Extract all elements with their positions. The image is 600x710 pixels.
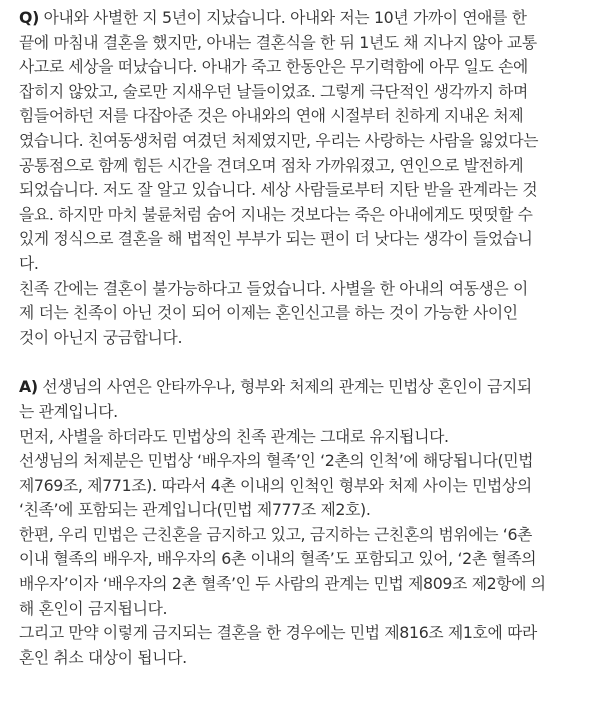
answer-section [19, 375, 588, 670]
question-line-3: 사고로 세상을 떠났습니다. 아내가 죽고 한동안은 무기력함에 아무 일도 손에 [19, 57, 528, 77]
question-line-12: 친족 간에는 결혼이 불가능하다고 들었습니다. 사별을 한 아내의 여동생은 이 [19, 278, 528, 298]
answer-line-7: 한편, 우리 민법은 근친혼을 금지하고 있고, 금지하는 근친혼의 범위에는 ‘6촌 [19, 524, 533, 544]
question-line-14: 것이 아닌지 궁금합니다. [19, 327, 183, 347]
question-line-5: 힘들어하던 저를 다잡아준 것은 아내와의 연애 시절부터 친하게 지내온 처제 [19, 106, 524, 126]
answer-line-9: 배우자’이자 ‘배우자의 2촌 혈족’인 두 사람의 관계는 민법 제809조 제2항에 의 [19, 574, 546, 594]
answer-line-8: 이내 혈족의 배우자, 배우자의 6촌 이내의 혈족’도 포함되고 있어, ‘2촌 혈족의 [19, 549, 537, 569]
question-line-9: 을요. 하지만 마치 불륜처럼 숨어 지내는 것보다는 죽은 아내에게도 떳떳할 수 [19, 204, 533, 224]
answer-line-5: 제769조, 제771조). 따라서 4촌 이내의 인척인 형부와 처제 사이는 민법상의 [19, 475, 532, 495]
question-line-1: Q) 아내와 사별한 지 5년이 지났습니다. 아내와 저는 10년 가까이 연애를 한 [19, 8, 527, 27]
question-line-2: 끝에 마침내 결혼을 했지만, 아내는 결혼식을 한 뒤 1년도 채 지나지 않아 교통 [19, 32, 537, 52]
answer-line-2: 는 관계입니다. [19, 401, 118, 421]
question-section [19, 6, 588, 350]
question-marker: Q) [19, 8, 39, 27]
question-line-4: 잡히지 않았고, 술로만 지새우던 날들이었죠. 그렇게 극단적인 생각까지 하며 [19, 81, 528, 101]
question-line-6: 였습니다. 친여동생처럼 여겼던 처제였지만, 우리는 사랑하는 사람을 잃었다는 [19, 130, 539, 150]
answer-line-4: 선생님의 처제분은 민법상 ‘배우자의 혈족’인 ‘2촌의 인척’에 해당됩니다(민법 [19, 451, 534, 471]
question-line-10: 있게 정식으로 결혼을 해 법적인 부부가 되는 편이 더 낫다는 생각이 들었습니 [19, 229, 533, 249]
question-line-8: 되었습니다. 저도 잘 알고 있습니다. 세상 사람들로부터 지탄 받을 관계라는 것 [19, 180, 538, 200]
answer-line-1: A) 선생님의 사연은 안타까우나, 형부와 처제의 관계는 민법상 혼인이 금지되 [19, 377, 532, 397]
question-line-11: 다. [19, 253, 39, 273]
question-line-7: 공통점으로 함께 힘든 시간을 견뎌오며 점차 가까워졌고, 연인으로 발전하게 [19, 155, 524, 175]
answer-line-6: ‘친족’에 포함되는 관계입니다(민법 제777조 제2호). [19, 500, 371, 520]
answer-marker: A) [19, 377, 38, 397]
section-spacer [19, 350, 588, 375]
answer-line-3: 먼저, 사별을 하더라도 민법상의 친족 관계는 그대로 유지됩니다. [19, 426, 449, 446]
answer-line-12: 혼인 취소 대상이 됩니다. [19, 647, 187, 667]
question-line-13: 제 더는 친족이 아닌 것이 되어 이제는 혼인신고를 하는 것이 가능한 사이인 [19, 303, 518, 323]
answer-line-10: 해 혼인이 금지됩니다. [19, 598, 168, 618]
answer-line-11: 그리고 만약 이렇게 금지되는 결혼을 한 경우에는 민법 제816조 제1호에 따라 [19, 623, 537, 643]
